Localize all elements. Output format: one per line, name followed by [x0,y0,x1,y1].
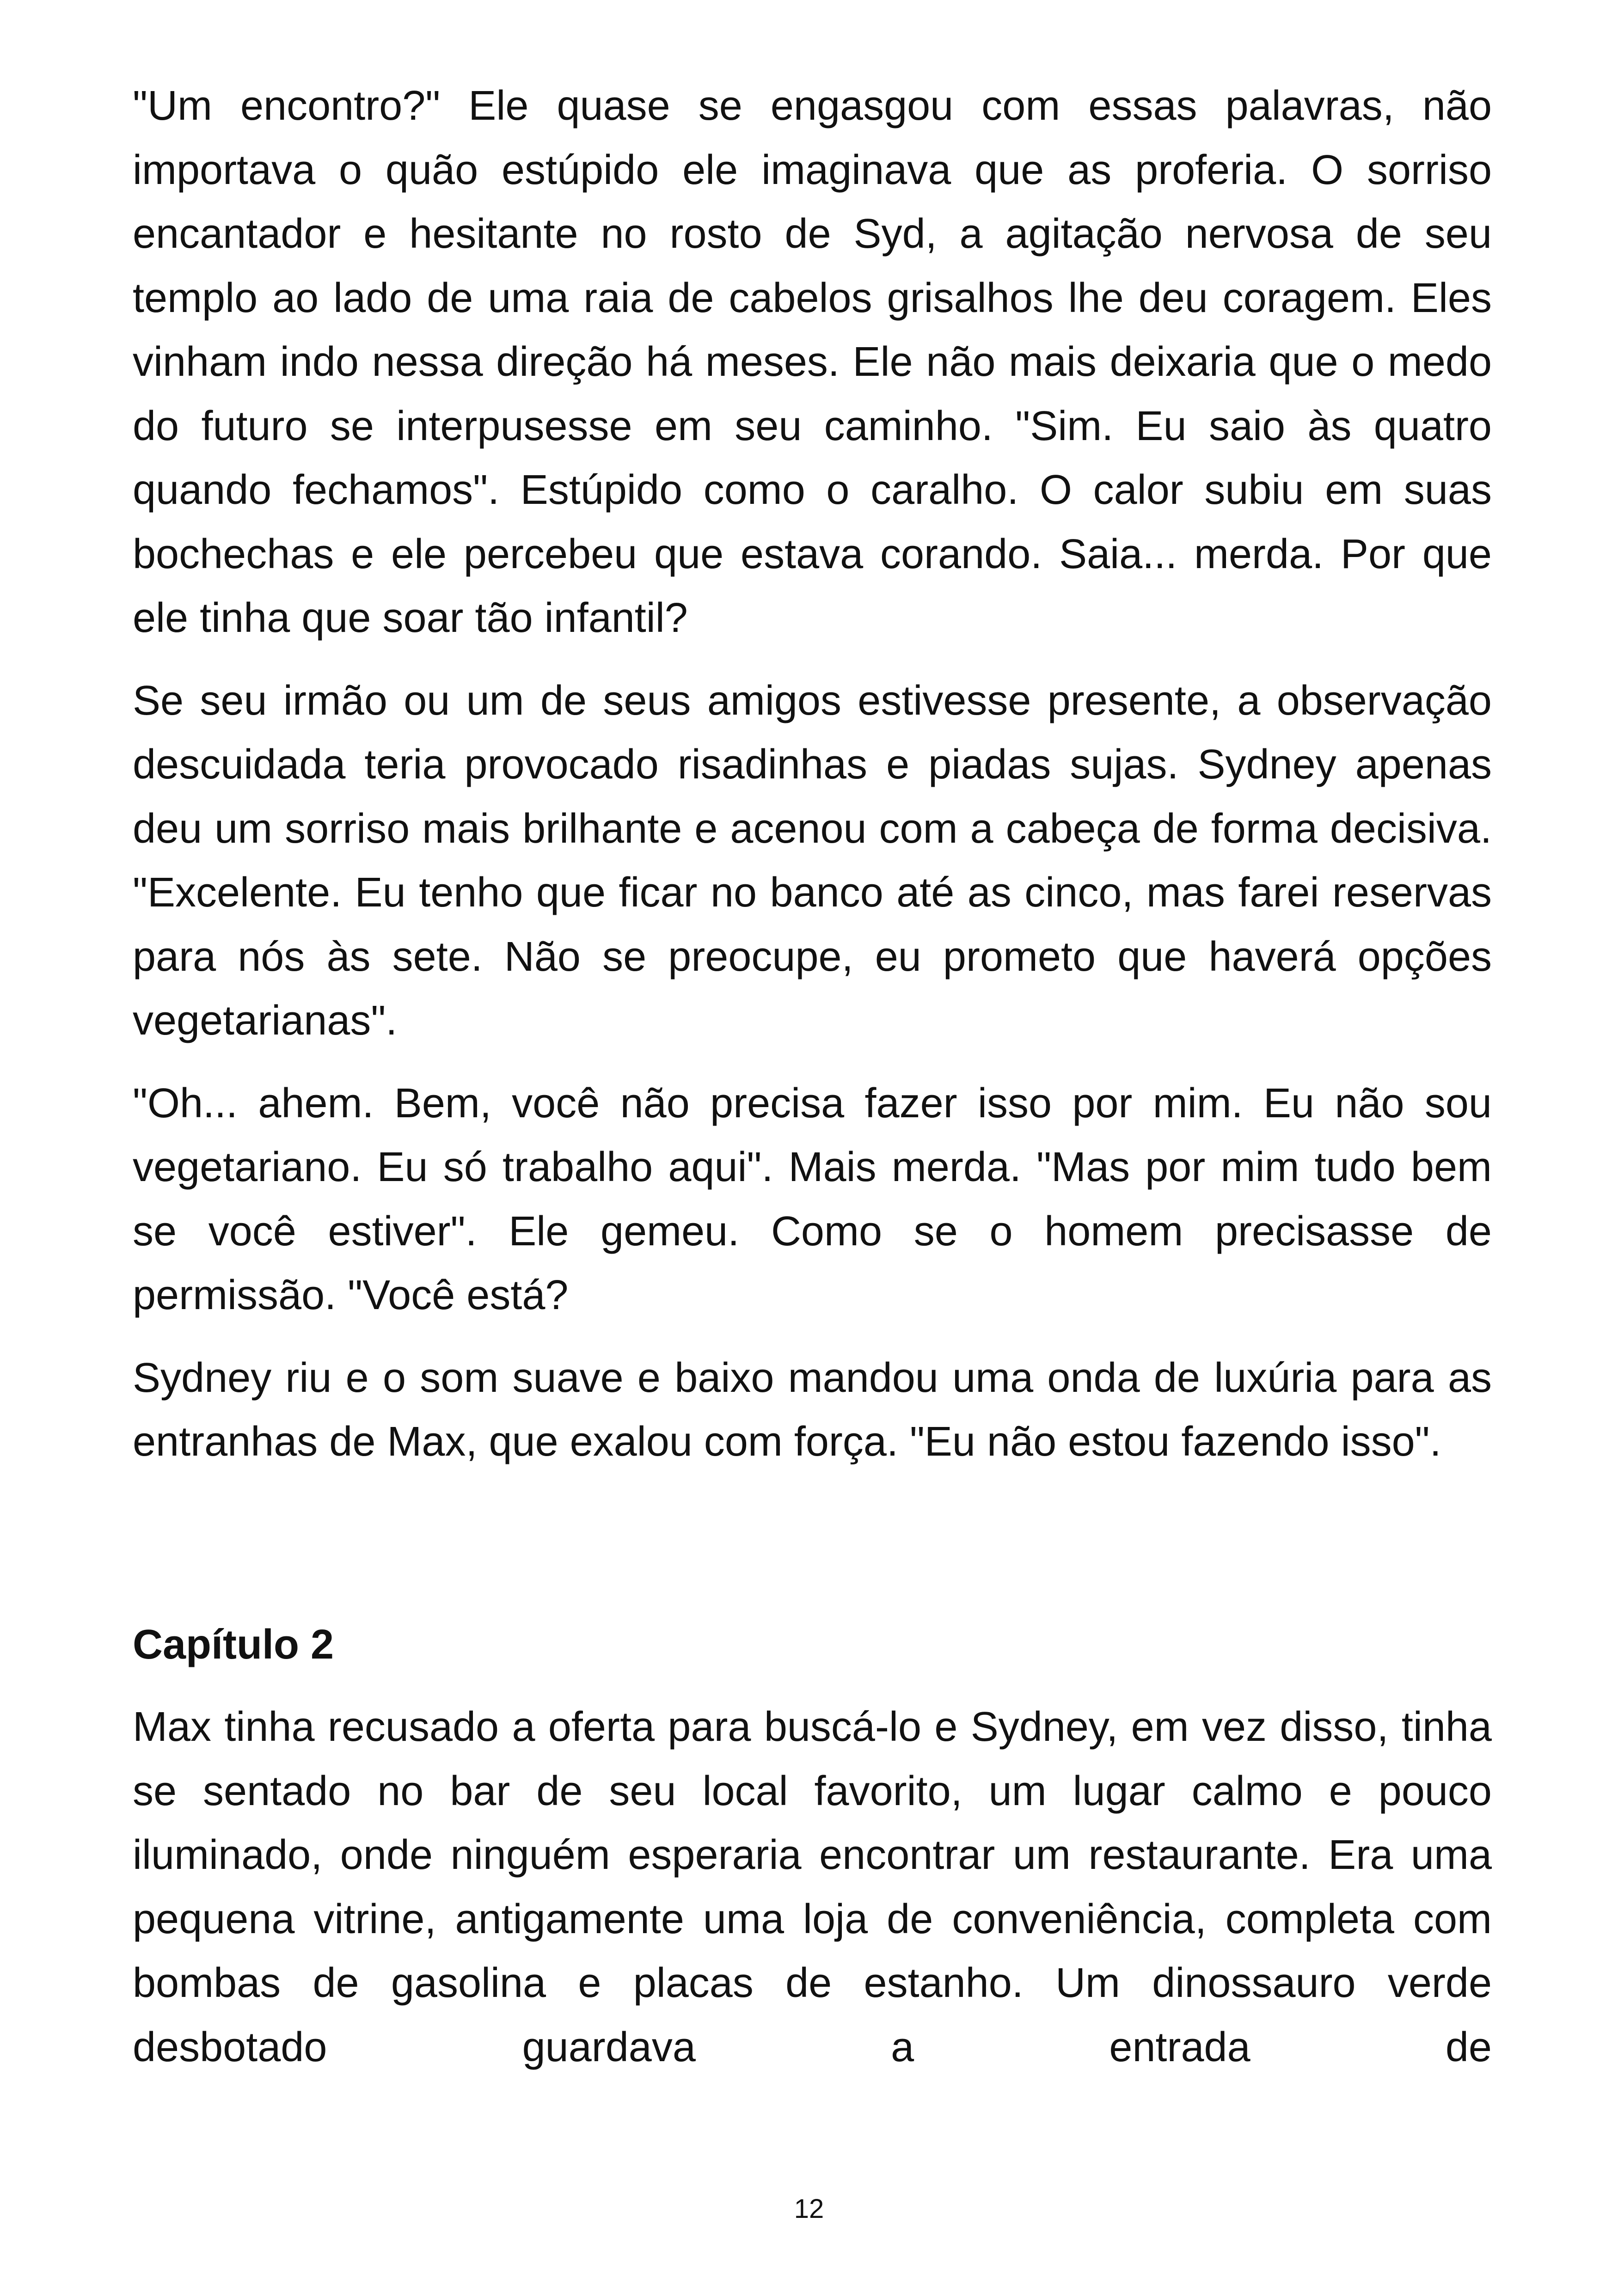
paragraph-3: "Oh... ahem. Bem, você não precisa fazer isso por mim. Eu não sou vegetariano. Eu só trabalho aqui". Mais merda. "Mas por mim tudo bem se você estiver". Ele gemeu. Como se o homem precisasse de permissão. "Você está? [133,1080,1492,1318]
chapter-first-paragraph: Max tinha recusado a oferta para buscá-lo e Sydney, em vez disso, tinha se sentado no bar de seu local favorito, um lugar calmo e pouco iluminado, onde ninguém esperaria encontrar um restaurante. Era uma pequena vitrine, antigamente uma loja de conveniência, completa com bombas de gasolina e placas de estanho. Um dinossauro verde desbotado guardava a entrada de [133,1704,1492,2070]
paragraph-4: Sydney riu e o som suave e baixo mandou uma onda de luxúria para as entranhas de Max, que exalou com força. "Eu não estou fazendo isso". [133,1354,1492,1465]
paragraph-2: Se seu irmão ou um de seus amigos estivesse presente, a observação descuidada teria provocado risadinhas e piadas sujas. Sydney apenas deu um sorriso mais brilhante e acenou com a cabeça de forma decisiva. "Excelente. Eu tenho que ficar no banco até as cinco, mas farei reservas para nós às sete. Não se preocupe, eu prometo que haverá opções vegetarianas". [133,677,1492,1044]
chapter-heading: Capítulo 2 [133,1621,334,1668]
text-column [133,74,1492,2079]
paragraph-1: "Um encontro?" Ele quase se engasgou com essas palavras, não importava o quão estúpido ele imaginava que as proferia. O sorriso encantador e hesitante no rosto de Syd, a agitação nervosa de seu templo ao lado de uma raia de cabelos grisalhos lhe deu coragem. Eles vinham indo nessa direção há meses. Ele não mais deixaria que o medo do futuro se interpusesse em seu caminho. "Sim. Eu saio às quatro quando fechamos". Estúpido como o caralho. O calor subiu em suas bochechas e ele percebeu que estava corando. Saia... merda. Por que ele tinha que soar tão infantil? [133,83,1492,641]
page-number: 12 [794,2194,824,2224]
